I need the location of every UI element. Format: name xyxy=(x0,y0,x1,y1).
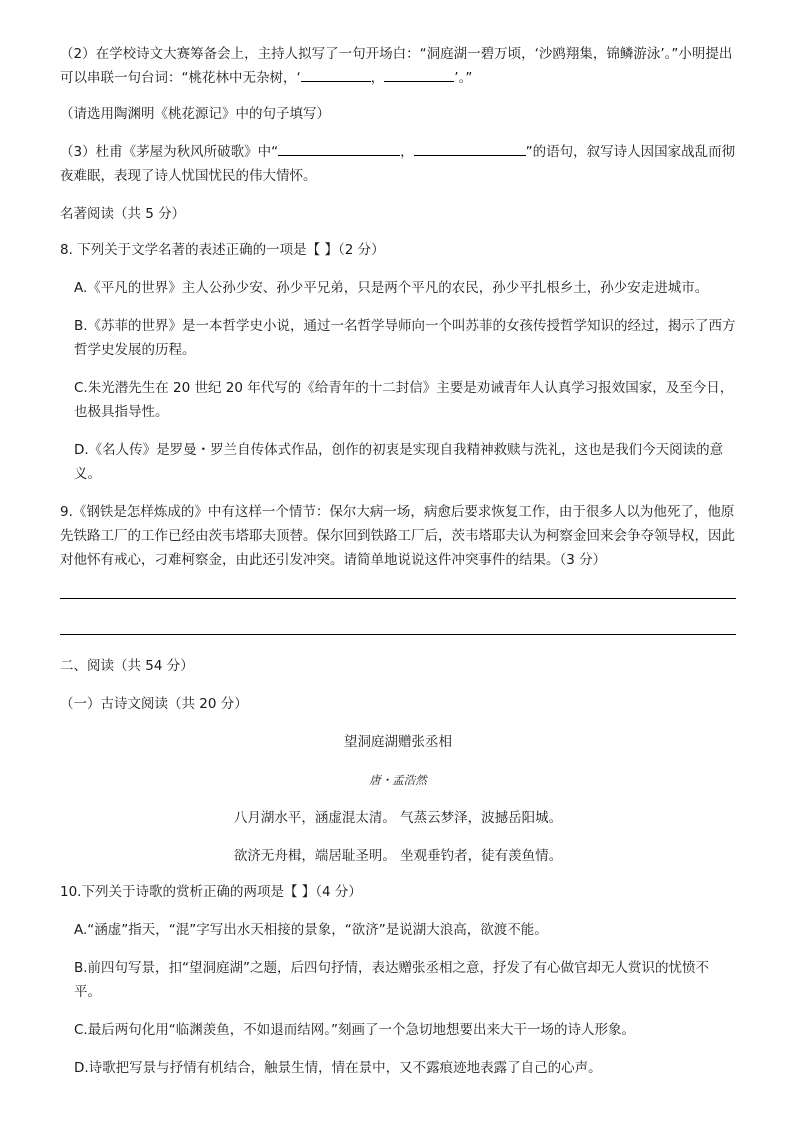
section-reading: 二、阅读（共 54 分） xyxy=(60,658,194,674)
section-famous-books: 名著阅读（共 5 分） xyxy=(60,206,186,222)
q9-stem: 9.《钢铁是怎样炼成的》中有这样一个情节：保尔大病一场，病愈后要求恢复工作，由于很多人以为他死了，他原先铁路工厂的工作已经由茨韦塔耶夫顶替。保尔回到铁路工厂后，茨韦塔耶夫认为柯察金回来会争夺领导权，因此对他怀有戒心，刁难柯察金，由此还引发冲突。请简单地说说这件冲突事件的结果。（3 分） xyxy=(60,504,735,568)
q7-part2-end: ’。” xyxy=(454,70,473,86)
answer-line-1[interactable] xyxy=(60,598,736,599)
q7-part3 xyxy=(60,140,736,188)
q7-part2-text: （2）在学校诗文大赛筹备会上，主持人拟写了一句开场白：“洞庭湖一碧万顷，‘沙鸥翔集，锦鳞游泳’。”小明提出可以串联一句台词：“桃花林中无杂树，‘ xyxy=(60,46,733,86)
q7-part2 xyxy=(60,42,736,90)
answer-blank-1[interactable] xyxy=(301,67,371,82)
q8-option-b[interactable]: B.《苏菲的世界》是一本哲学史小说，通过一名哲学导师向一个叫苏菲的女孩传授哲学知识的经过，揭示了西方哲学史发展的历程。 xyxy=(74,318,736,358)
q8-option-a[interactable]: A.《平凡的世界》主人公孙少安、孙少平兄弟，只是两个平凡的农民，孙少平扎根乡土，孙少安走进城市。 xyxy=(74,280,709,296)
q7-part2-separator: ， xyxy=(370,70,385,86)
poem-author: 唐・孟浩然 xyxy=(369,773,427,787)
q7-part3-rest: ”的语句，叙写诗人因国家战乱而彻夜难眠，表现了诗人忧国忧民的伟大情怀。 xyxy=(60,144,736,184)
section-poetry: （一）古诗文阅读（共 20 分） xyxy=(60,696,248,712)
answer-blank-2[interactable] xyxy=(384,67,454,82)
answer-blank-3[interactable] xyxy=(278,141,400,156)
q7-part3-separator: ， xyxy=(400,144,414,160)
q10-option-b[interactable]: B.前四句写景，扣“望洞庭湖”之题，后四句抒情，表达赠张丞相之意，抒发了有心做官却无人赏识的忧愤不平。 xyxy=(74,960,710,1000)
poem-title: 望洞庭湖赠张丞相 xyxy=(344,734,452,750)
q10-option-c[interactable]: C.最后两句化用“临渊羡鱼，不如退而结网。”刻画了一个急切地想要出来大干一场的诗人形象。 xyxy=(74,1022,635,1038)
poem-line-1: 八月湖水平，涵虚混太清。 气蒸云梦泽，波撼岳阳城。 xyxy=(233,810,563,826)
q8-option-d[interactable]: D.《名人传》是罗曼・罗兰自传体式作品，创作的初衷是实现自我精神救赎与洗礼，这也是我们今天阅读的意义。 xyxy=(74,442,724,482)
q7-part2-note: （请选用陶渊明《桃花源记》中的句子填写） xyxy=(60,106,330,122)
q8-option-c[interactable]: C.朱光潜先生在 20 世纪 20 年代写的《给青年的十二封信》主要是劝诫青年人认真学习报效国家，及至今日，也极具指导性。 xyxy=(74,380,734,420)
answer-blank-4[interactable] xyxy=(414,141,526,156)
q7-part3-text: （3）杜甫《茅屋为秋风所破歌》中“ xyxy=(60,144,279,160)
q10-option-d[interactable]: D.诗歌把写景与抒情有机结合，触景生情，情在景中，又不露痕迹地表露了自己的心声。 xyxy=(74,1060,602,1076)
q10-stem: 10.下列关于诗歌的赏析正确的两项是【 】（4 分） xyxy=(60,884,362,900)
poem-line-2: 欲济无舟楫，端居耻圣明。 坐观垂钓者，徒有羡鱼情。 xyxy=(233,848,563,864)
q8-stem: 8. 下列关于文学名著的表述正确的一项是【 】（2 分） xyxy=(60,242,385,258)
q10-option-a[interactable]: A.“涵虚”指天，“混”字写出水天相接的景象，“欲济”是说湖大浪高，欲渡不能。 xyxy=(74,922,548,938)
answer-line-2[interactable] xyxy=(60,634,736,635)
